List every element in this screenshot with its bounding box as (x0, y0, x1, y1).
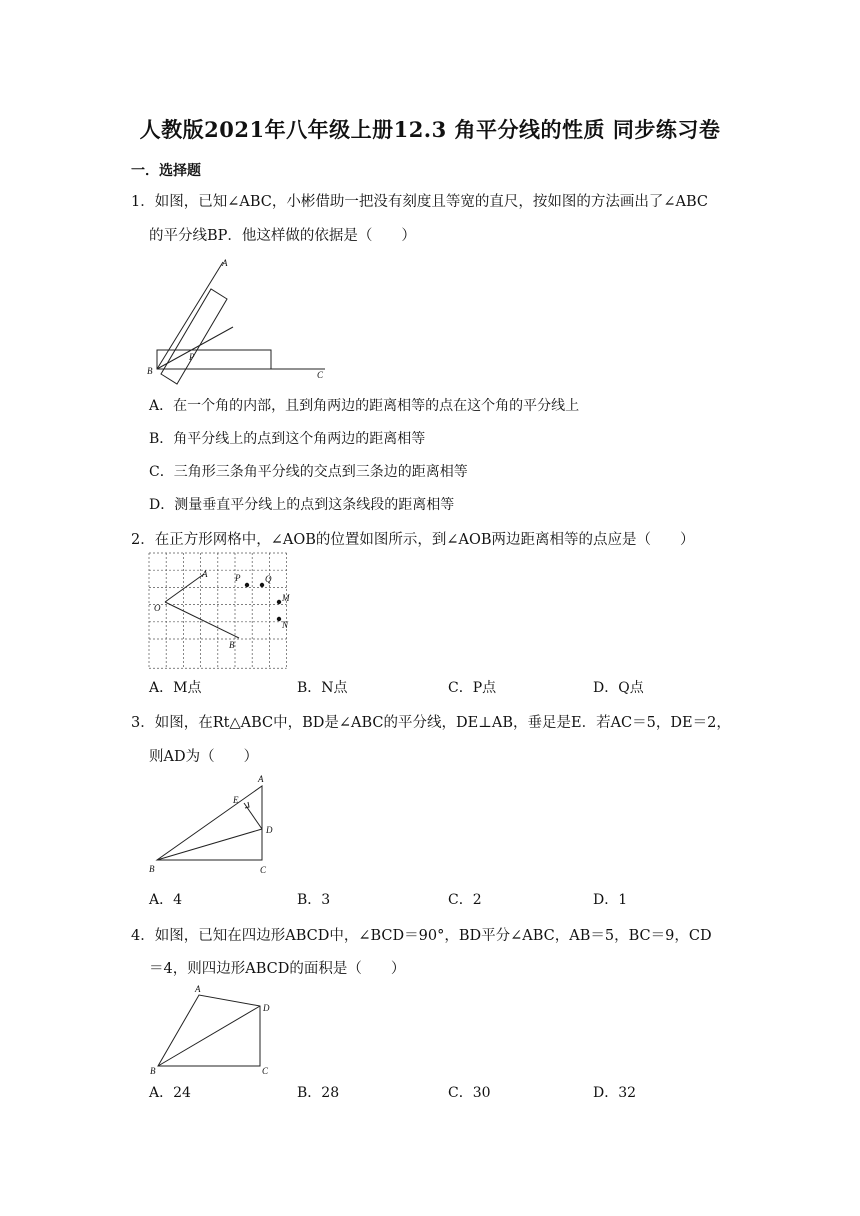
q2-ray-oa (165, 574, 204, 602)
q2-figure (148, 552, 298, 670)
q4-label-d: D (263, 1003, 270, 1013)
q1-ruler-slanted (161, 289, 227, 384)
q4-figure (147, 982, 287, 1082)
q1-label-a: A (222, 258, 228, 268)
q2-option-c: C．P点 (448, 680, 497, 696)
q4-line2: ＝4，则四边形ABCD的面积是（ ） (149, 961, 406, 977)
page-title: 人教版2021年八年级上册12.3 角平分线的性质 同步练习卷 (139, 117, 721, 142)
q3-label-c: C (260, 865, 267, 875)
q2-ray-ob (165, 602, 239, 638)
q4-diagonal-bd (158, 1006, 260, 1066)
q3-option-d: D．1 (593, 892, 628, 908)
q1-line1: 1．如图，已知∠ABC，小彬借助一把没有刻度且等宽的直尺，按如图的方法画出了∠ABC (131, 194, 709, 210)
q3-line2: 则AD为（ ） (149, 749, 259, 765)
q2-label-q: Q (265, 574, 272, 584)
q2-point-n (277, 617, 281, 621)
q3-line1: 3．如图，在Rt△ABC中，BD是∠ABC的平分线，DE⊥AB，垂足是E．若AC＝5，DE＝2， (131, 715, 731, 731)
q2-option-d: D．Q点 (593, 680, 644, 696)
q2-option-b: B．N点 (297, 680, 348, 696)
q3-label-a: A (258, 774, 264, 784)
q1-option-b: B．角平分线上的点到这个角两边的距离相等 (149, 431, 426, 447)
q2-point-q (260, 583, 264, 587)
q3-label-b: B (149, 864, 155, 874)
q4-option-c: C．30 (448, 1085, 491, 1101)
q4-label-c: C (262, 1066, 269, 1076)
q2-label-a: A (202, 569, 208, 579)
section-heading: 一．选择题 (131, 163, 201, 179)
q1-bisector (157, 327, 233, 369)
q2-label-b: B (229, 640, 235, 650)
q3-figure (147, 770, 287, 880)
q4-option-b: B．28 (297, 1085, 340, 1101)
q1-option-c: C．三角形三条角平分线的交点到三条边的距离相等 (149, 464, 468, 480)
q2-line1: 2．在正方形网格中，∠AOB的位置如图所示，到∠AOB两边距离相等的点应是（ ） (131, 532, 695, 548)
q2-label-m: M (282, 593, 290, 603)
q1-option-d: D．测量垂直平分线上的点到这条线段的距离相等 (149, 497, 455, 513)
q3-option-c: C．2 (448, 892, 482, 908)
q3-option-b: B．3 (297, 892, 331, 908)
q2-label-n: N (282, 620, 289, 630)
q1-label-b: B (147, 366, 153, 376)
q2-option-a: A．M点 (149, 680, 202, 696)
q1-line2: 的平分线BP．他这样做的依据是（ ） (149, 228, 416, 244)
q4-line1: 4．如图，已知在四边形ABCD中，∠BCD＝90°，BD平分∠ABC，AB＝5，BC＝9，CD (131, 928, 712, 944)
q4-option-d: D．32 (593, 1085, 637, 1101)
q4-label-b: B (150, 1066, 156, 1076)
q4-quadrilateral-abcd (158, 995, 260, 1066)
q2-label-o: O (154, 603, 161, 613)
q1-label-c: C (317, 370, 324, 380)
q3-option-a: A．4 (149, 892, 183, 908)
q2-label-p: P (235, 573, 241, 583)
q1-label-p: P (189, 352, 195, 362)
q3-segment-de (244, 803, 262, 829)
q2-point-p (245, 583, 249, 587)
q4-label-a: A (195, 984, 201, 994)
q2-point-m (277, 600, 281, 604)
q4-option-a: A．24 (149, 1085, 191, 1101)
q1-option-a: A．在一个角的内部，且到角两边的距离相等的点在这个角的平分线上 (149, 398, 580, 414)
q3-label-e: E (233, 795, 239, 805)
q3-triangle-abc (157, 786, 262, 860)
q1-figure (145, 254, 335, 384)
q3-label-d: D (266, 825, 273, 835)
q3-bisector-bd (157, 829, 262, 860)
